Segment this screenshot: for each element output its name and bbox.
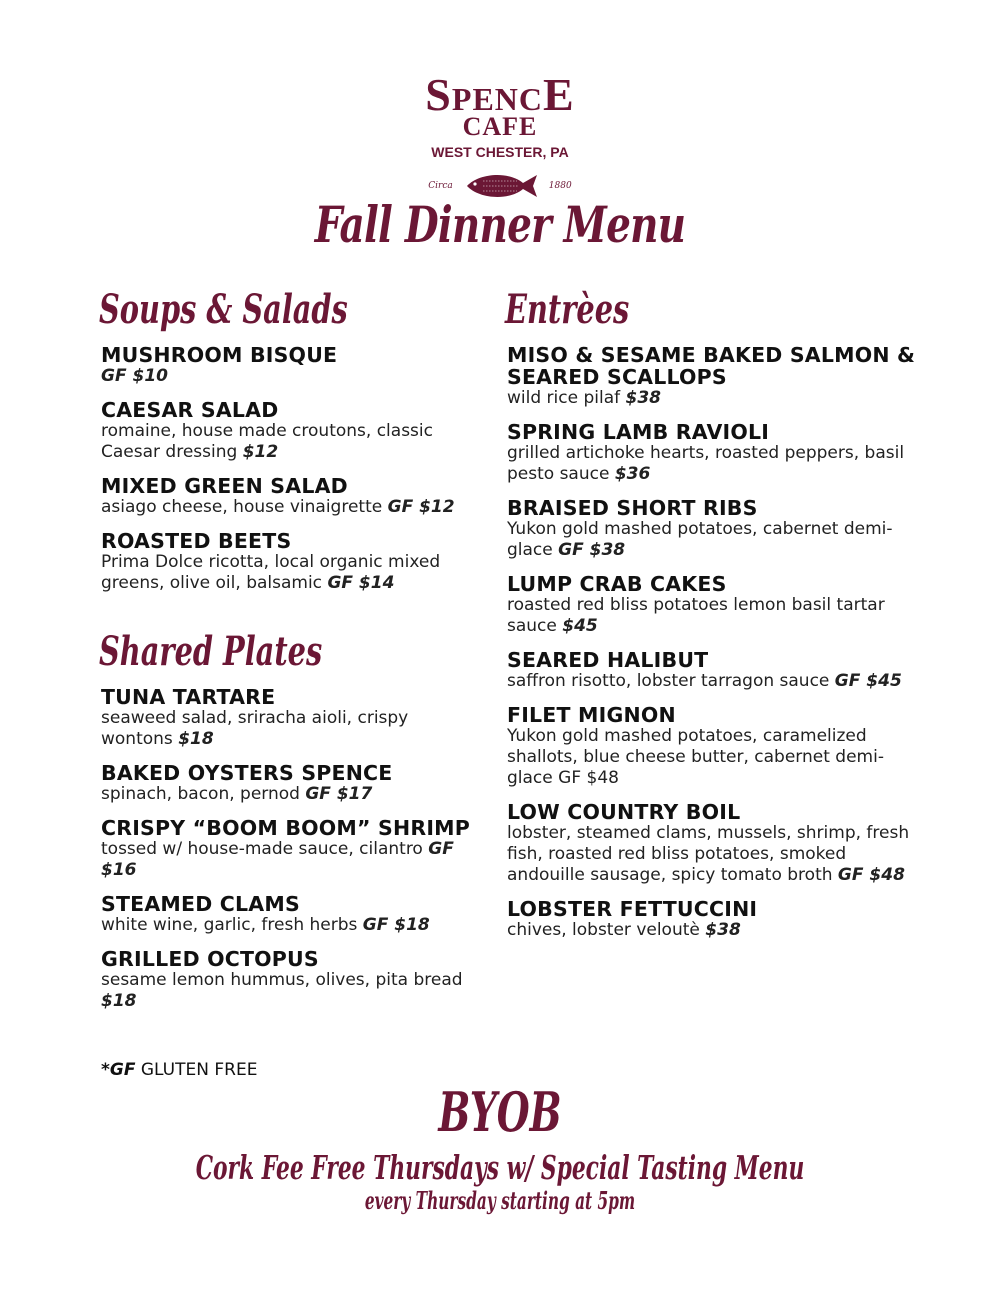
menu-item [507,497,927,561]
menu-item [101,762,481,805]
logo-spence-rest: PENC [451,81,543,117]
menu-item-description [101,970,481,1012]
menu-item-price: GF $17 [305,784,373,804]
menu-item-desc-text: roasted red bliss potatoes lemon basil tartar sauce [507,595,885,636]
menu-item-desc-text: Yukon gold mashed potatoes, caramelized shallots, blue cheese butter, cabernet demi-glace GF $48 [507,726,884,788]
menu-item [507,704,927,789]
menu-item [101,893,481,936]
gluten-free-note [101,1060,257,1080]
menu-item-price: GF $14 [327,573,395,593]
right-column [505,286,927,953]
cork-fee-promo: Cork Fee Free Thursdays w/ Special Tasting Menu [195,1148,805,1187]
promo-schedule: every Thursday starting at 5pm [364,1186,636,1215]
menu-item-description [101,839,481,881]
menu-item-name: SEARED HALIBUT [507,648,709,672]
menu-item-description [101,552,481,594]
circa-label: Circa [428,181,453,191]
menu-item [101,948,481,1012]
menu-item [101,686,481,750]
menu-title: Fall Dinner Menu [314,195,686,254]
menu-item-description [101,915,481,936]
menu-item-name: LUMP CRAB CAKES [507,572,727,596]
menu-item-description [507,443,927,485]
menu-item-price: $38 [705,920,741,940]
menu-item-desc-text: grilled artichoke hearts, roasted peppers, basil pesto sauce [507,443,905,484]
logo-initial: S [425,69,452,120]
gf-text: GLUTEN FREE [140,1060,258,1080]
menu-item-description [507,823,927,886]
menu-item [101,399,481,463]
menu-item-description [507,671,927,692]
menu-item [507,649,927,692]
menu-item [101,530,481,594]
menu-item [101,344,481,387]
menu-item-price: GF $45 [834,671,902,691]
menu-item-price: $38 [625,388,662,408]
menu-item-name: ROASTED BEETS [101,529,292,553]
section-title-entrees: Entrèes [505,286,630,333]
menu-item [507,344,927,409]
menu-item-desc-text: romaine, house made croutons, classic Caesar dressing [101,421,433,462]
logo-cafe: CAFE [462,112,538,141]
menu-item-price: GF $38 [558,540,626,560]
menu-item-name: BAKED OYSTERS SPENCE [101,761,393,785]
menu-item-name: MIXED GREEN SALAD [101,474,348,498]
menu-item-description [101,784,481,805]
menu-item-price: $12 [242,442,279,462]
menu-item-desc-text: chives, lobster veloutè [507,920,700,940]
logo-final-letter: E [543,69,575,120]
left-column [99,286,481,1024]
menu-item-name: MISO & SESAME BAKED SALMON & SEARED SCALLOPS [507,343,916,389]
menu-item-description [101,421,481,463]
menu-item-desc-text: wild rice pilaf [507,388,621,408]
menu-item-description [101,366,481,387]
menu-item-description [101,708,481,750]
menu-item-price: $18 [101,991,137,1011]
section-title-shared-plates: Shared Plates [99,628,323,675]
menu-item-price: GF $16 [101,839,454,880]
menu-item [507,801,927,886]
logo-location: WEST CHESTER, PA [431,144,569,160]
section-title-soups-salads: Soups & Salads [99,286,348,333]
menu-item-name: BRAISED SHORT RIBS [507,496,758,520]
menu-item-name: LOW COUNTRY BOIL [507,800,741,824]
menu-item-desc-text: sesame lemon hummus, olives, pita bread [101,970,463,990]
menu-item-price: GF $18 [362,915,430,935]
soups-salads-list [101,344,481,594]
menu-item-price: $18 [178,729,214,749]
menu-item-name: CAESAR SALAD [101,398,279,422]
menu-item-desc-text: lobster, steamed clams, mussels, shrimp, fresh fish, roasted red bliss potatoes, smoked andouille sausage, spicy tomato broth [507,823,910,885]
circa-year: 1880 [548,181,572,191]
menu-item-name: MUSHROOM BISQUE [101,343,338,367]
menu-item-price: $45 [562,616,598,636]
menu-item-name: SPRING LAMB RAVIOLI [507,420,770,444]
menu-item-desc-text: asiago cheese, house vinaigrette [101,497,383,517]
byob-heading: BYOB [438,1080,562,1144]
menu-item-desc-text: white wine, garlic, fresh herbs [101,915,358,935]
menu-item-name: STEAMED CLAMS [101,892,300,916]
entrees-list [507,344,927,941]
menu-item-name: LOBSTER FETTUCCINI [507,897,758,921]
menu-item-price: GF $48 [837,865,905,885]
menu-item-desc-text: tossed w/ house-made sauce, cilantro [101,839,423,859]
menu-item [507,898,927,941]
menu-item-desc-text: saffron risotto, lobster tarragon sauce [507,671,830,691]
menu-item-name: TUNA TARTARE [101,685,276,709]
menu-item-name: FILET MIGNON [507,703,676,727]
menu-item-name: GRILLED OCTOPUS [101,947,319,971]
menu-item [507,421,927,485]
gf-mark: *GF [101,1060,136,1080]
menu-item-price: $36 [614,464,651,484]
menu-item-desc-text: spinach, bacon, pernod [101,784,300,804]
shared-plates-list [101,686,481,1012]
menu-item-description [507,920,927,941]
menu-item-description [507,519,927,561]
menu-item-desc-text: Prima Dolce ricotta, local organic mixed greens, olive oil, balsamic [101,552,441,593]
restaurant-logo [0,69,1000,206]
menu-item-desc-text: seaweed salad, sriracha aioli, crispy wontons [101,708,409,749]
menu-item [101,475,481,518]
menu-item-description [507,388,927,409]
menu-item-description [507,726,927,789]
menu-item-price: GF $10 [101,366,168,386]
menu-item-desc-text: Yukon gold mashed potatoes, cabernet demi-glace [507,519,893,560]
menu-item [101,817,481,881]
menu-item [507,573,927,637]
menu-item-description [101,497,481,518]
menu-item-description [507,595,927,637]
menu-item-name: CRISPY “BOOM BOOM” SHRIMP [101,816,470,840]
menu-item-price: GF $12 [387,497,455,517]
